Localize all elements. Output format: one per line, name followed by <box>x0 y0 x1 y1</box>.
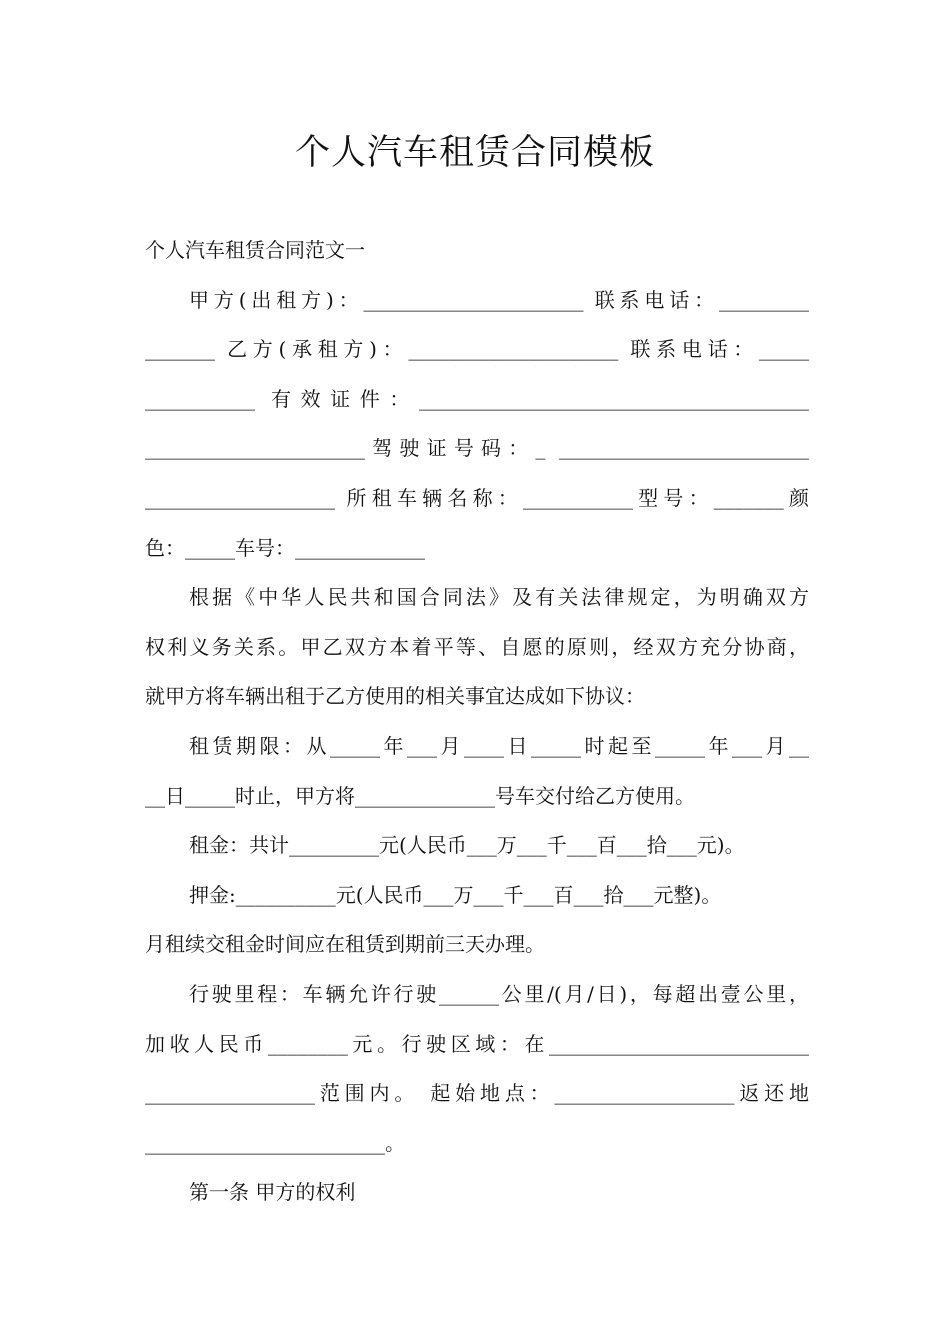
preamble-line-3: 就甲方将车辆出租于乙方使用的相关事宜达成如下协议： <box>145 684 645 709</box>
document-body <box>145 226 809 1218</box>
party-a-line: 甲方(出租方)：______________________ 联系电话：_________ <box>189 287 809 312</box>
preamble-line-1: 根据《中华人民共和国合同法》及有关法律规定，为明确双方 <box>189 585 809 610</box>
location-line-1: _________________范围内。 起始地点：__________________返还地 <box>145 1081 809 1106</box>
preamble-line-2: 权利义务关系。甲乙双方本着平等、自愿的原则，经双方充分协商， <box>145 634 809 659</box>
deposit-line: 押金:__________元(人民币___万___千___百___拾___元整)。 <box>189 882 722 907</box>
vehicle-color-line: 色：_____车号：_____________ <box>145 535 425 560</box>
valid-id-line: ___________ 有效证件：_______________________________________ <box>145 386 809 411</box>
license-number-line: ______________________驾驶证号码：_ _________________________ <box>145 436 809 461</box>
renewal-line: 月租续交租金时间应在租赁到期前三天办理。 <box>145 932 545 957</box>
article-one-heading: 第一条 甲方的权利 <box>189 1180 356 1205</box>
party-b-line: _______ 乙方(承租方)：_____________________ 联系电话：_____ <box>145 337 809 362</box>
lease-term-line-2: __日_____时止，甲方将______________号车交付给乙方使用。 <box>145 783 695 808</box>
mileage-line-2: 加收人民币________元。行驶区域：在__________________________ <box>145 1031 809 1056</box>
rent-line: 租金：共计_________元(人民币___万___千___百___拾___元)。 <box>189 833 745 858</box>
lease-term-line-1: 租赁期限：从_____年___月____日_____时起至_____年___月__ <box>189 733 809 758</box>
vehicle-info-line: ___________________ 所租车辆名称：___________型号：_______颜 <box>145 485 809 510</box>
document-title: 个人汽车租赁合同模板 <box>294 133 655 173</box>
mileage-line-1: 行驶里程：车辆允许行驶______公里/(月/日)，每超出壹公里， <box>189 981 809 1006</box>
section-heading: 个人汽车租赁合同范文一 <box>145 238 365 262</box>
location-line-2: ________________________。 <box>145 1130 405 1155</box>
